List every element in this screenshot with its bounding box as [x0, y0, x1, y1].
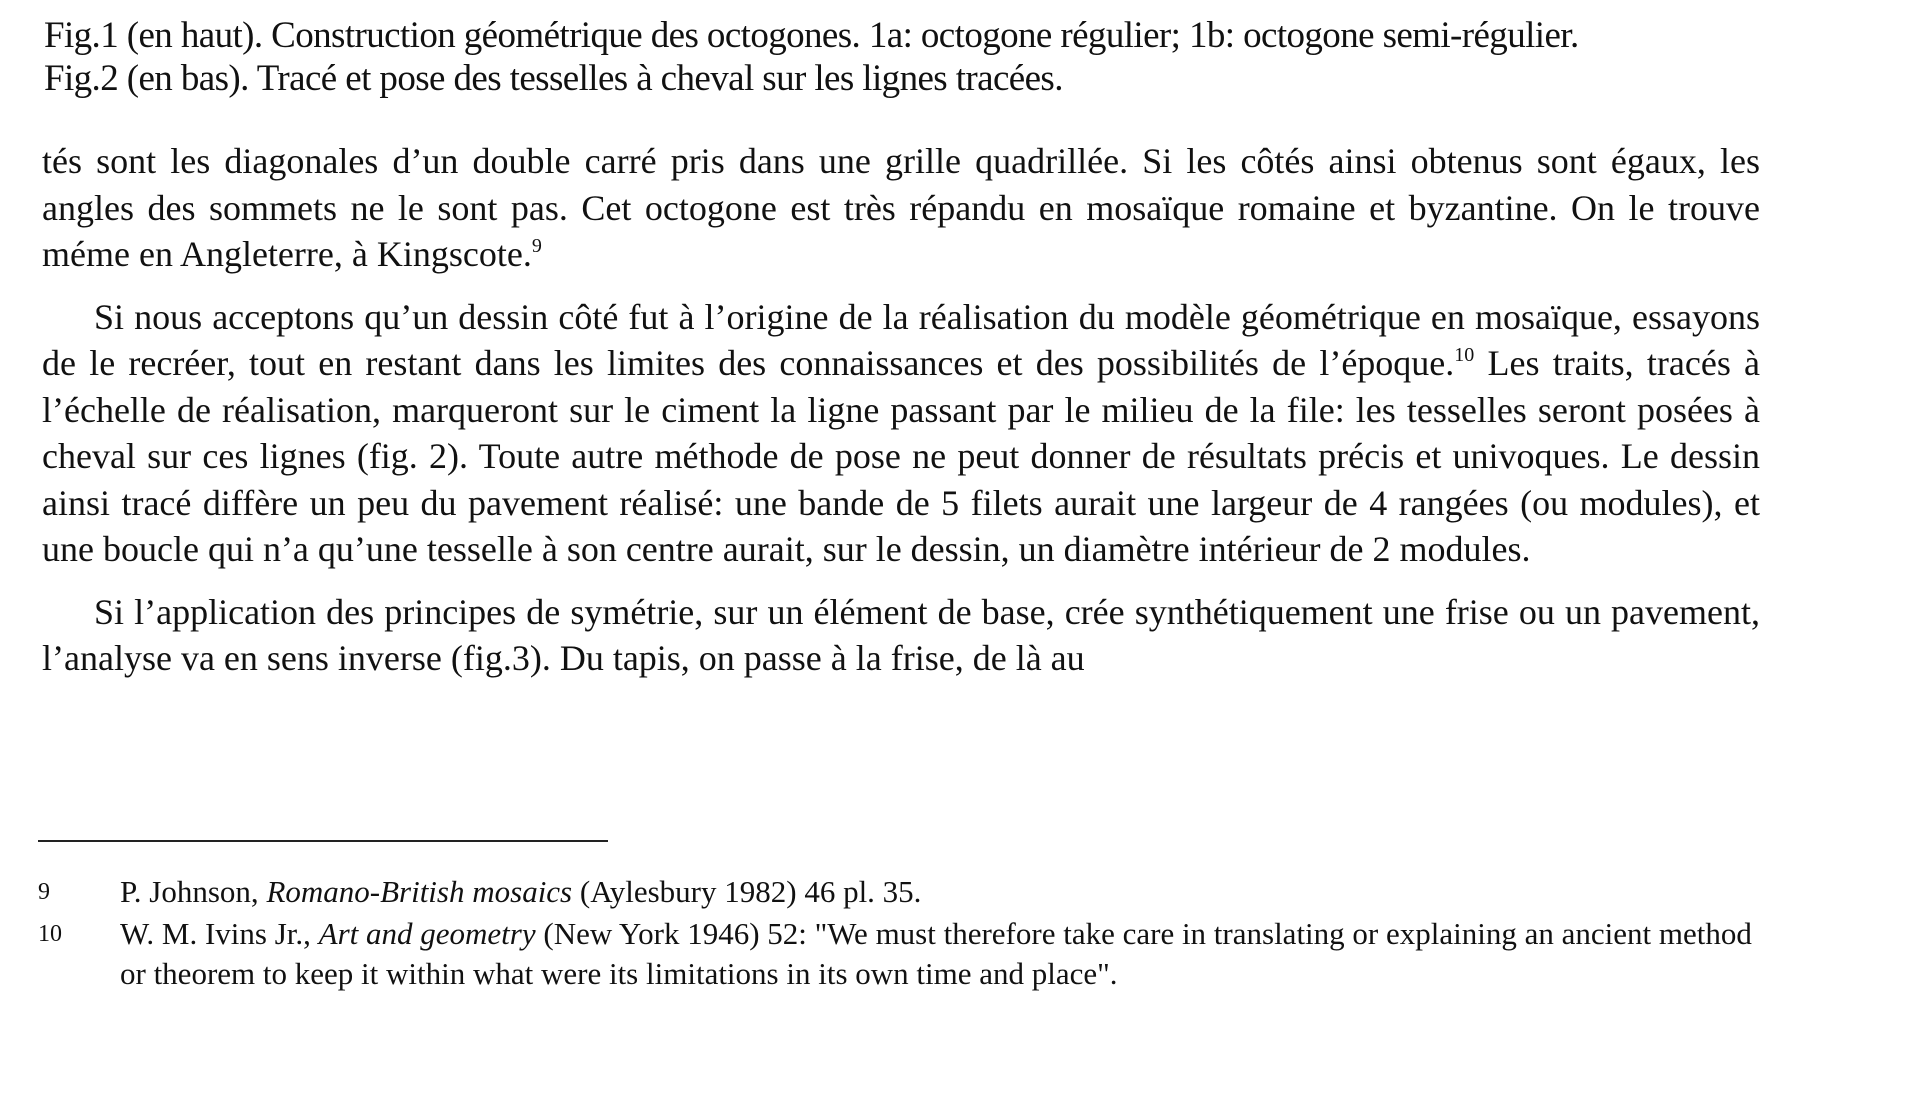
- footnote-divider: [38, 840, 608, 842]
- footnotes: [38, 872, 1762, 996]
- footnote-title: Romano-British mosaics: [266, 874, 573, 909]
- footnote-details: (Aylesbury 1982) 46 pl. 35.: [572, 874, 922, 909]
- paragraph-3: Si l’application des principes de symétrie, sur un élément de base, crée synthétiquement une frise ou un pavement, l’analyse va en sens inverse (fig.3). Du tapis, on passe à la frise, de là au: [42, 591, 1760, 678]
- footnote-author: P. Johnson,: [120, 874, 267, 909]
- caption-fig1: Fig.1 (en haut). Construction géométrique des octogones. 1a: octogone régulier; 1b: octogone semi-régulier.: [44, 15, 1579, 56]
- footnote-10: [38, 914, 1762, 994]
- body-text: [42, 138, 1760, 698]
- paragraph-2-text-a: Si nous acceptons qu’un dessin côté fut à l’origine de la réalisation du modèle géométrique en mosaïque, essayons de le recréer, tout en restant dans les limites des connaissances et des possibilités de l’époque.: [42, 296, 1760, 383]
- footnote-9: [38, 872, 1762, 912]
- footnote-text: [120, 872, 1762, 912]
- caption-fig2: Fig.2 (en bas). Tracé et pose des tesselles à cheval sur les lignes tracées.: [44, 58, 1063, 99]
- footnote-ref-9[interactable]: 9: [531, 235, 542, 257]
- footnote-ref-10[interactable]: 10: [1454, 344, 1475, 366]
- figure-caption: [44, 14, 1784, 100]
- paragraph-1: [42, 138, 1760, 278]
- paragraph-2-text-b: Les traits, tracés à l’échelle de réalisation, marqueront sur le ciment la ligne passant par le milieu de la file: les tesselles seront posées à cheval sur ces lignes (fig. 2). Toute autre méthode de pose ne peut donner de résultats précis et univoques. Le dessin ainsi tracé diffère un peu du pavement réalisé: une bande de 5 filets aurait une largeur de 4 rangées (ou modules), et une boucle qui n’a qu’une tesselle à son centre aurait, sur le dessin, un diamètre intérieur de 2 modules.: [42, 343, 1761, 569]
- footnote-text: [120, 914, 1762, 994]
- footnote-details: (New York 1946) 52: "We must therefore take care in translating or explaining an ancient method or theorem to keep it within what were its limitations in its own time and place".: [120, 916, 1752, 991]
- footnote-title: Art and geometry: [318, 916, 536, 951]
- paragraph-2: [42, 294, 1760, 573]
- footnote-number: 10: [38, 921, 62, 947]
- paragraph-1-text: tés sont les diagonales d’un double carré pris dans une grille quadrillée. Si les côtés ainsi obtenus sont égaux, les angles des sommets ne le sont pas. Cet octogone est très répandu en mosaïque romaine et byzantine. On le trouve méme en Angleterre, à Kingscote.: [42, 141, 1760, 274]
- footnote-number: 9: [38, 879, 50, 905]
- footnote-author: W. M. Ivins Jr.,: [120, 916, 319, 951]
